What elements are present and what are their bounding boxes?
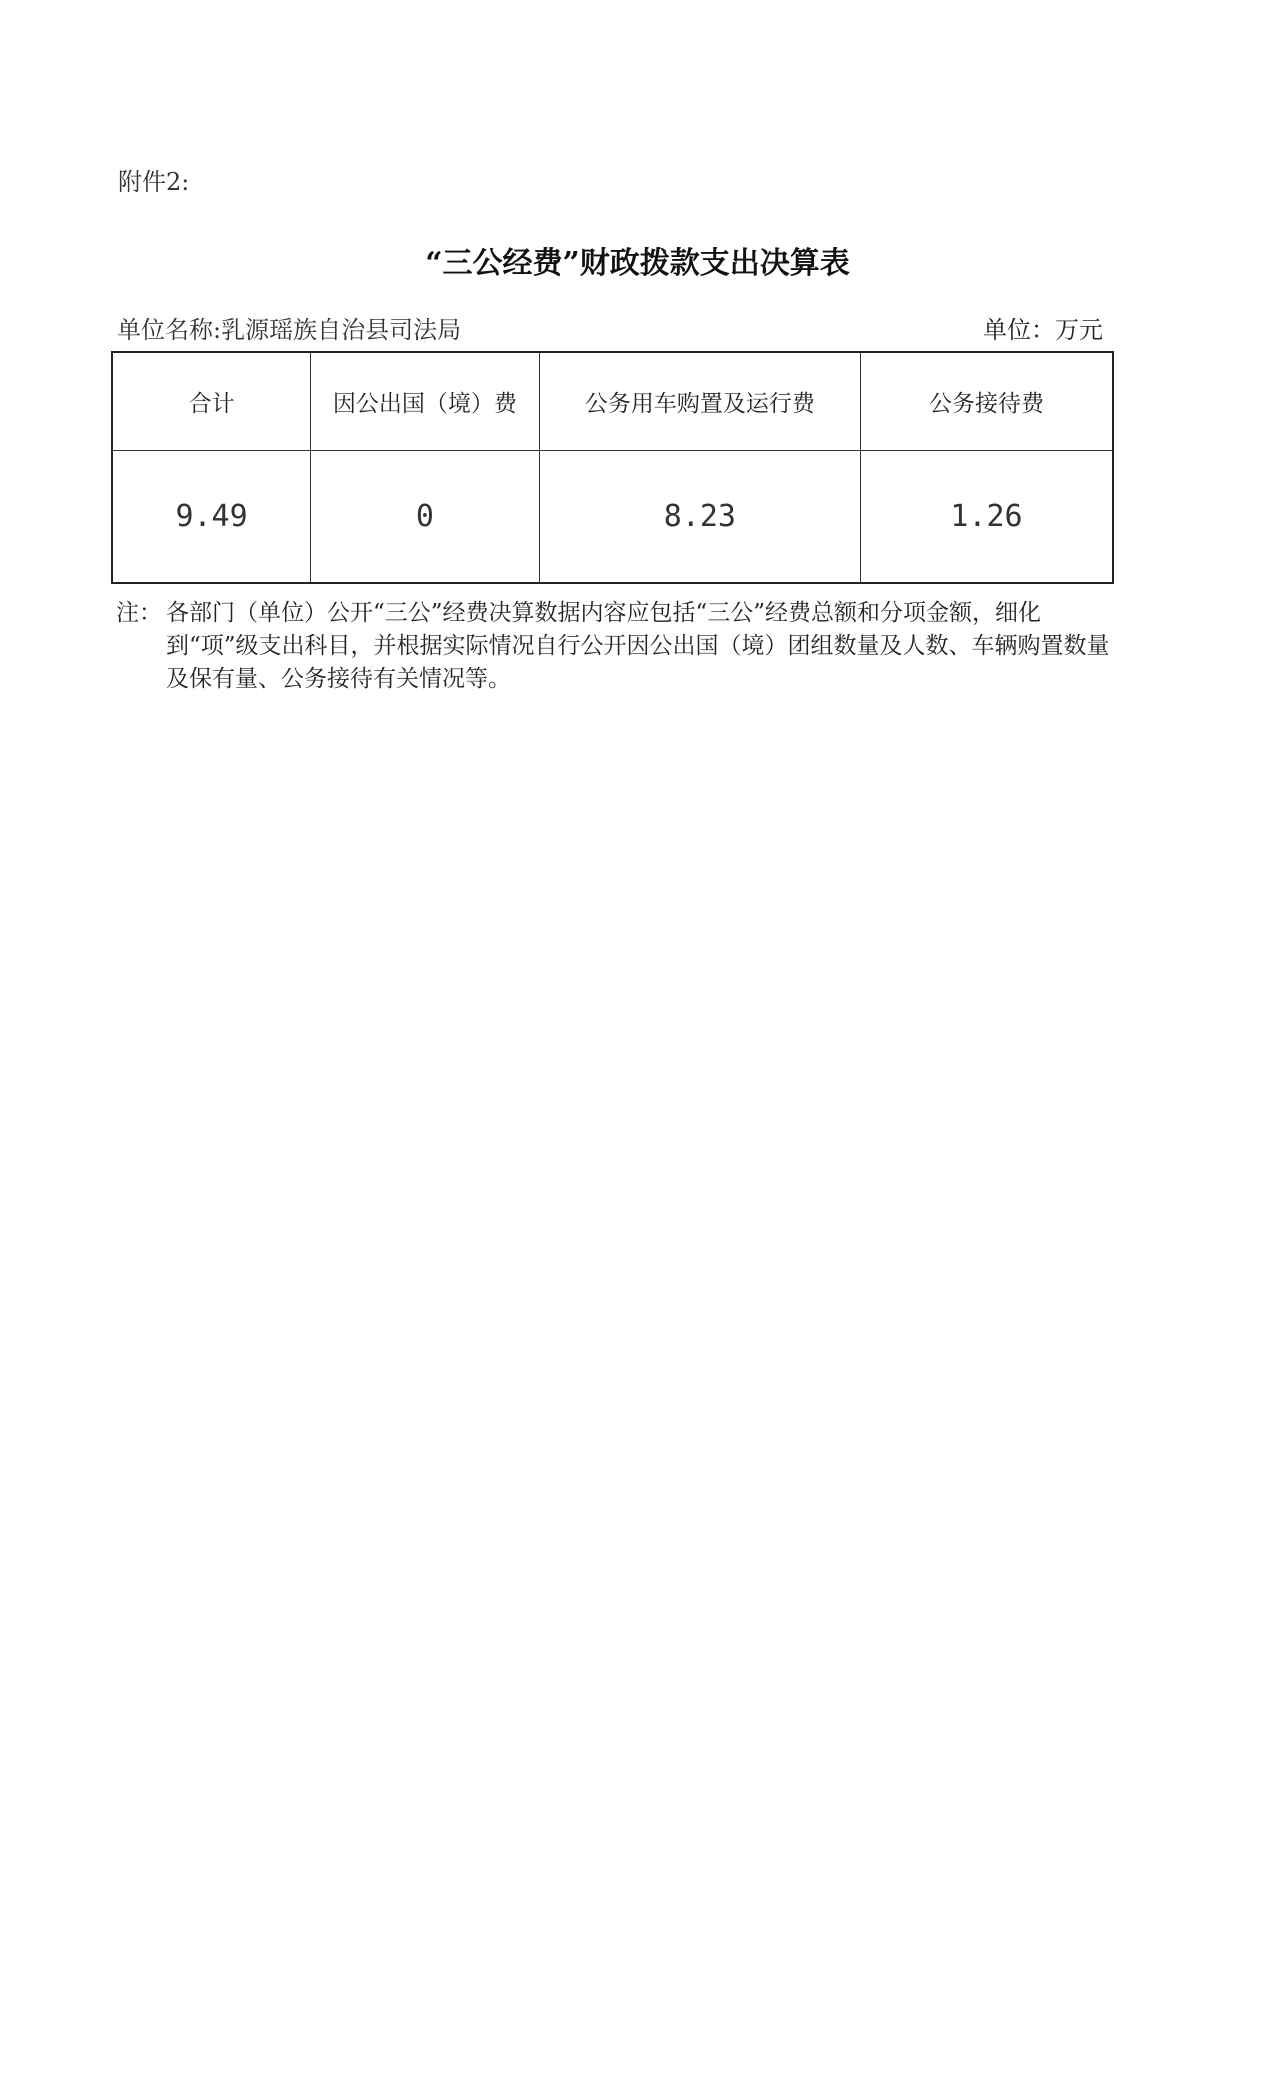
value-overseas-travel: 0	[311, 451, 540, 584]
unit-name-label: 单位名称:乳源瑶族自治县司法局	[117, 316, 462, 344]
page-title: “三公经费”财政拨款支出决算表	[425, 246, 850, 281]
footnote	[116, 597, 1116, 696]
table-row	[112, 451, 1113, 584]
footnote-text: 各部门（单位）公开“三公”经费决算数据内容应包括“三公”经费总额和分项金额，细化到“项”级支出科目，并根据实际情况自行公开因公出国（境）团组数量及人数、车辆购置数量及保有量、公务接待有关情况等。	[166, 600, 1110, 692]
expenditure-table	[111, 351, 1114, 584]
value-reception: 1.26	[860, 451, 1113, 584]
table-header-row	[112, 352, 1113, 451]
attachment-label: 附件2:	[118, 168, 190, 196]
header-overseas-travel: 因公出国（境）费	[311, 352, 540, 451]
header-vehicle: 公务用车购置及运行费	[539, 352, 860, 451]
value-vehicle: 8.23	[539, 451, 860, 584]
header-total: 合计	[112, 352, 311, 451]
unit-label: 单位：万元	[983, 316, 1103, 344]
footnote-label: 注：	[116, 600, 162, 626]
header-reception: 公务接待费	[860, 352, 1113, 451]
value-total: 9.49	[112, 451, 311, 584]
